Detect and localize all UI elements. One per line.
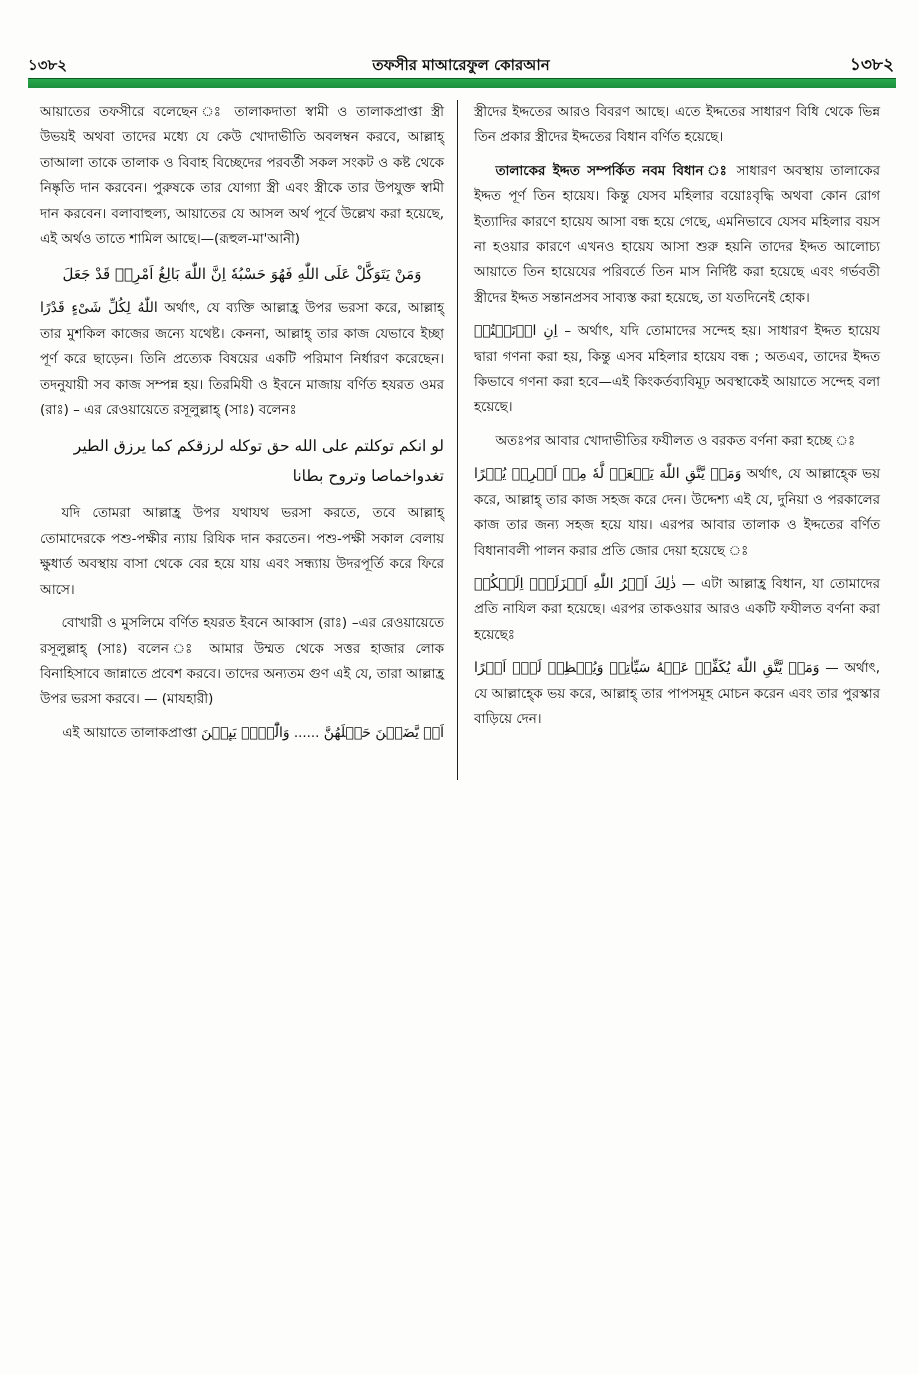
left-paragraph-2-text: অর্থাৎ, যে ব্যক্তি আল্লাহ্র উপর ভরসা করে, আল্লাহ্ তার মুশকিল কাজের জন্যে যথেষ্ট। কেননা, আল্লাহ্ তার কাজ যেভাবে ইচ্ছা পূর্ণ করে ছাড়েন। তিনি প্রত্যেক বিষয়ের একটি পরিমাণ নির্ধারণ করেছেন। তদনুযায়ী সব কাজ সম্পন্ন হয়। তিরমিযী ও ইবনে মাজায় বর্ণিত হযরত ওমর (রাঃ) – এর রেওয়ায়েতে রসূলুল্লাহ্ (সাঃ) বলেনঃ: [40, 301, 445, 419]
left-paragraph-1: আয়াতের তফসীরে বলেছেন ঃ তালাকদাতা স্বামী ও তালাকপ্রাপ্তা স্ত্রী উভয়ই অথবা তাদের মধ্যে যে কেউ খোদাভীতি অবলম্বন করবে, আল্লাহ্ তাআলা তাকে তালাক ও বিবাহ বিচ্ছেদের পরবর্তী সকল সংকট ও কষ্ট থেকে নিষ্কৃতি দান করবেন। পুরুষকে তার যোগ্যা স্ত্রী এবং স্ত্রীকে তার উপযুক্ত স্বামী দান করবেন। বলাবাহুল্য, আয়াতের যে আসল অর্থ পূর্বে উল্লেখ করা হয়েছে, এই অর্থও তাতে শামিল আছে।—(রূহুল-মা'আনী): [40, 105, 444, 248]
right-paragraph-7: [474, 656, 880, 732]
book-title: তফসীর মাআরেফুল কোরআন: [372, 56, 550, 74]
right-paragraph-2: [474, 159, 880, 311]
right-paragraph-1: স্ত্রীদের ইদ্দতের আরও বিবরণ আছে। এতে ইদ্দতের সাধারণ বিধি থেকে ভিন্ন তিন প্রকার স্ত্রীদের ইদ্দতের বিধান বর্ণিত হয়েছে।: [474, 105, 880, 146]
right-paragraph-2-text: সাধারণ অবস্থায় তালাকের ইদ্দত পূর্ণ তিন হায়েয। কিন্তু যেসব মহিলার বয়োঃবৃদ্ধি অথবা কোন রোগ ইত্যাদির কারণে হায়েয আসা বন্ধ হয়ে গেছে, এমনিভাবে যেসব মহিলার বয়স না হওয়ার কারণে এখনও হায়েয আসা শুরু হয়নি তাদের ইদ্দত আলোচ্য আয়াতে তিন হায়েযের পরিবর্তে তিন মাস নির্দিষ্ট করা হয়েছে এবং গর্ভবতী স্ত্রীদের ইদ্দত সন্তানপ্রসব সাব্যস্ত করা হয়েছে, তা যতদিনেই হোক।: [474, 163, 881, 306]
right-paragraph-7-text: আল্লাহ্কে ভয় করে, আল্লাহ্ তার পাপসমূহ মোচন করেন এবং তার পুরস্কার বাড়িয়ে দেন।: [474, 686, 880, 727]
right-column: [474, 100, 880, 740]
right-paragraph-5-arabic: وَمَنۡ يَّتَّقِ اللّٰهَ يَجۡعَلۡ لَّهٗ مِنۡ اَمۡرِهٖ يُسۡرًا: [474, 466, 742, 483]
right-paragraph-5: [474, 462, 880, 564]
right-paragraph-6: [474, 572, 880, 648]
left-paragraph-2: [40, 296, 444, 423]
left-ayah-1: وَمَنْ يَتَوَكَّلْ عَلَى اللّٰهِ فَهُوَ حَسْبُهٗ اِنَّ اللّٰهَ بَالِغُ اَمْرِهٖ قَدْ جَعَلَ: [62, 265, 422, 284]
left-paragraph-5-arabic-2: اَنۡ يَّضَعۡنَ حَمۡلَهُنَّ: [323, 724, 444, 741]
column-divider: [457, 100, 458, 780]
left-paragraph-5: [40, 721, 444, 746]
right-paragraph-4: অতঃপর আবার খোদাভীতির ফযীলত ও বরকত বর্ণনা করা হচ্ছে ঃ: [495, 433, 856, 449]
section-heading: তালাকের ইদ্দত সম্পর্কিত নবম বিধান ঃ: [495, 163, 730, 179]
running-header: [28, 52, 894, 76]
left-paragraph-4: বোখারী ও মুসলিমে বর্ণিত হযরত ইবনে আব্বাস (রাঃ) –এর রেওয়ায়েতে রসূলুল্লাহ্ (সাঃ) বলেন ঃ আমার উম্মত থেকে সত্তর হাজার লোক বিনাহিসাবে জান্নাতে প্রবেশ করবে। তাদের অন্যতম গুণ এই যে, তারা আল্লাহ্র উপর ভরসা করবে। — (মাযহারী): [40, 616, 444, 708]
right-paragraph-7-arabic: وَمَنۡ يَّتَّقِ اللّٰهَ يُكَفِّرۡ عَنۡهُ سَيِّاٰتِهٖ وَيُعۡظِمۡ لَهٗۤ اَجۡرًا: [474, 660, 820, 677]
right-paragraph-6-arabic: ذٰلِكَ اَمۡرُ اللّٰهِ اَنۡزَلَهٗۤ اِلَيۡكُمۡ: [474, 575, 677, 592]
left-column: [40, 100, 444, 754]
header-rule: [28, 78, 896, 88]
left-paragraph-5-text: এই আয়াতে তালাকপ্রাপ্তা: [62, 725, 197, 741]
right-paragraph-3-text: – অর্থাৎ, যদি তোমাদের সন্দেহ হয়। সাধারণ ইদ্দত হায়েয দ্বারা গণনা করা হয়, কিন্তু এসব মহিলার হায়েয বন্ধ ; অতএব, তাদের ইদ্দত কিভাবে গণনা করা হবে—এই কিংকর্তব্যবিমূঢ় অবস্থাকেই আয়াতে সন্দেহ বলা হয়েছে।: [474, 324, 880, 416]
left-ayah-1b: اللّٰهُ لِكُلِّ شَىْءٍ قَدْرًا: [40, 300, 158, 317]
right-paragraph-3-arabic: اِنِ ارۡتَبۡتُمۡ: [474, 323, 558, 340]
left-paragraph-5-arabic-1: وَالّٰٓىِٕۡ يَىِٕسۡنَ: [201, 724, 290, 741]
right-paragraph-7-lead: — অর্থাৎ, যে: [474, 661, 881, 702]
right-paragraph-6-text: — এটা আল্লাহ্র বিধান, যা তোমাদের প্রতি নাযিল করা হয়েছে। এরপর তাকওয়ার আরও একটি ফযীলত বর্ণনা করা হয়েছেঃ: [474, 576, 880, 643]
page-number-left: ১৩৮২: [28, 56, 67, 74]
hadith-arabic: لو انكم توكلتم على الله حق توكله لرزقكم كما يرزق الطير تغدواخماصا وتروح بطانا: [73, 437, 444, 486]
left-paragraph-3: যদি তোমরা আল্লাহ্র উপর যথাযথ ভরসা করতে, তবে আল্লাহ্ তোমাদেরকে পশু-পক্ষীর ন্যায় রিযিক দান করতেন। পশু-পক্ষী সকাল বেলায় ক্ষুধার্ত অবস্থায় বাসা থেকে বের হয়ে যায় এবং সন্ধ্যায় উদরপূর্তি করে ফিরে আসে।: [40, 506, 444, 598]
right-paragraph-3: [474, 319, 880, 421]
right-paragraph-5-text: অর্থাৎ, যে আল্লাহ্কে ভয় করে, আল্লাহ্ তার কাজ সহজ করে দেন। উদ্দেশ্য এই যে, দুনিয়া ও পরকালের কাজ তার জন্য সহজ হয়ে যায়। এরপর আবার তালাক ও ইদ্দতের বর্ণিত বিধানাবলী পালন করার প্রতি জোর দেয়া হয়েছে ঃ: [474, 467, 880, 559]
page-number-right: ১৩৮২: [849, 55, 894, 75]
left-paragraph-5-dots: ......: [293, 725, 320, 741]
